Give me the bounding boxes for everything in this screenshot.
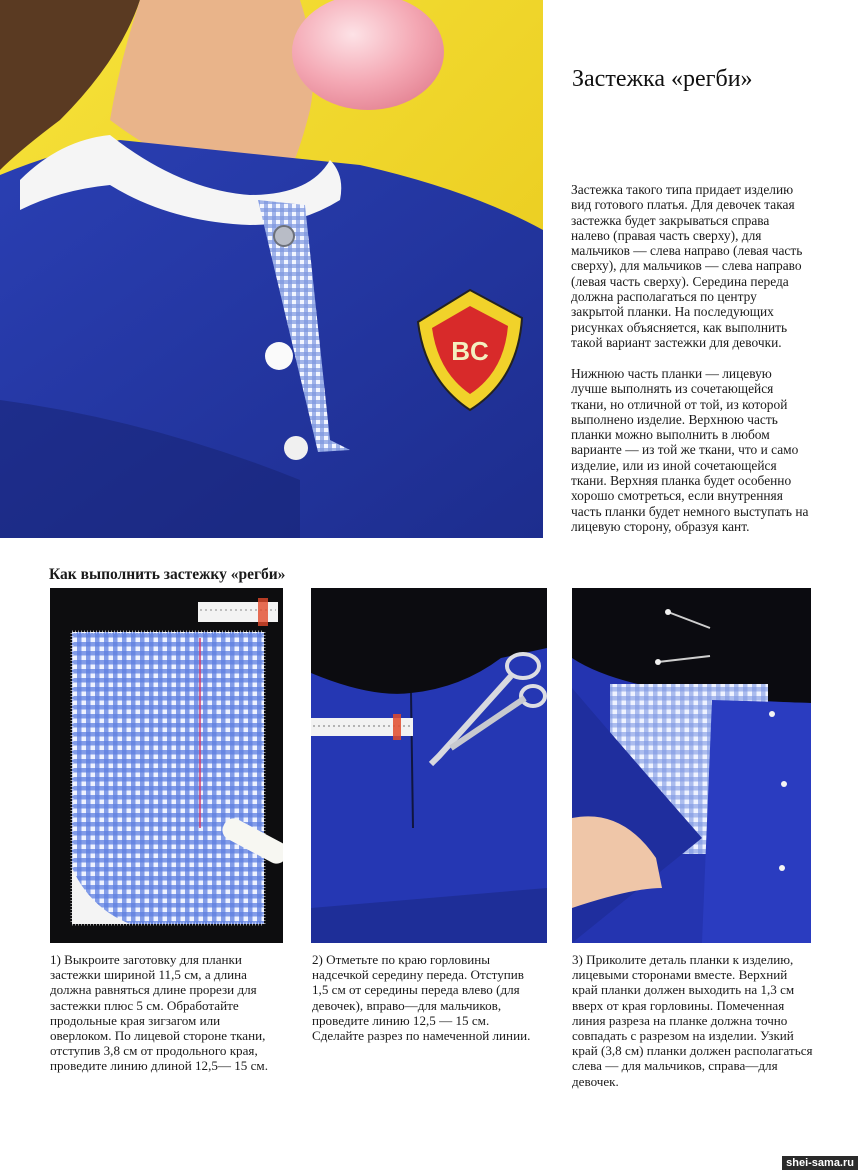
hero-photo [0, 0, 543, 538]
step-1-photo [50, 588, 283, 943]
site-watermark: shei-sama.ru [782, 1156, 858, 1170]
step-2-photo [311, 588, 547, 943]
section-heading: Как выполнить застежку «регби» [49, 566, 286, 583]
step-2-caption: 2) Отметьте по краю горловины надсечкой середину переда. Отступив 1,5 см от середины переда влево (для девочек), вправо—для мальчиков, проведите линию 12,5 — 15 см. Сделайте разрез по намеченной линии. [312, 952, 531, 1044]
article-title: Застежка «регби» [572, 66, 753, 92]
detail-paragraph: Нижнюю часть планки — лицевую лучше выполнять из сочетающейся ткани, но отличной от той, из которой выполнено изделие. Верхнюю часть планки можно выполнить в любом варианте — из той же ткани, что и само изделие, или из иной сочетающейся ткани. Верхняя планка будет особенно хорошо смотреться, если внутренняя часть планки будет немного выступать на лицевую сторону, образуя кант. [571, 366, 809, 534]
step-3-caption: 3) Приколите деталь планки к изделию, лицевыми сторонами вместе. Верхний край планки должен выходить на 1,3 см вверх от края горловины. Помеченная линия разреза на планке должна точно совпадать с разрезом на изделии. Узкий край (3,8 см) планки должен располагаться слева — для мальчиков, справа—для девочек. [572, 952, 813, 1089]
intro-paragraph: Застежка такого типа придает изделию вид готового платья. Для девочек такая застежка будет закрываться справа налево (правая часть сверху), для мальчиков — слева направо (левая часть сверху), для мальчиков — слева направо (левая часть сверху). Середина переда должна располагаться по центру закрытой планки. На последующих рисунках объясняется, как выполнить такой вариант застежки для девочки. [571, 182, 803, 350]
step-3-photo [572, 588, 811, 943]
hero-badge-text: BC [451, 336, 489, 366]
step-1-caption: 1) Выкроите заготовку для планки застежки шириной 11,5 см, а длина должна равняться длине прорези для застежки плюс 5 см. Обработайте продольные края зигзагом или оверлоком. По лицевой стороне ткани, отступив 3,8 см от продольного края, проведите линию длиной 12,5— 15 см. [50, 952, 268, 1074]
